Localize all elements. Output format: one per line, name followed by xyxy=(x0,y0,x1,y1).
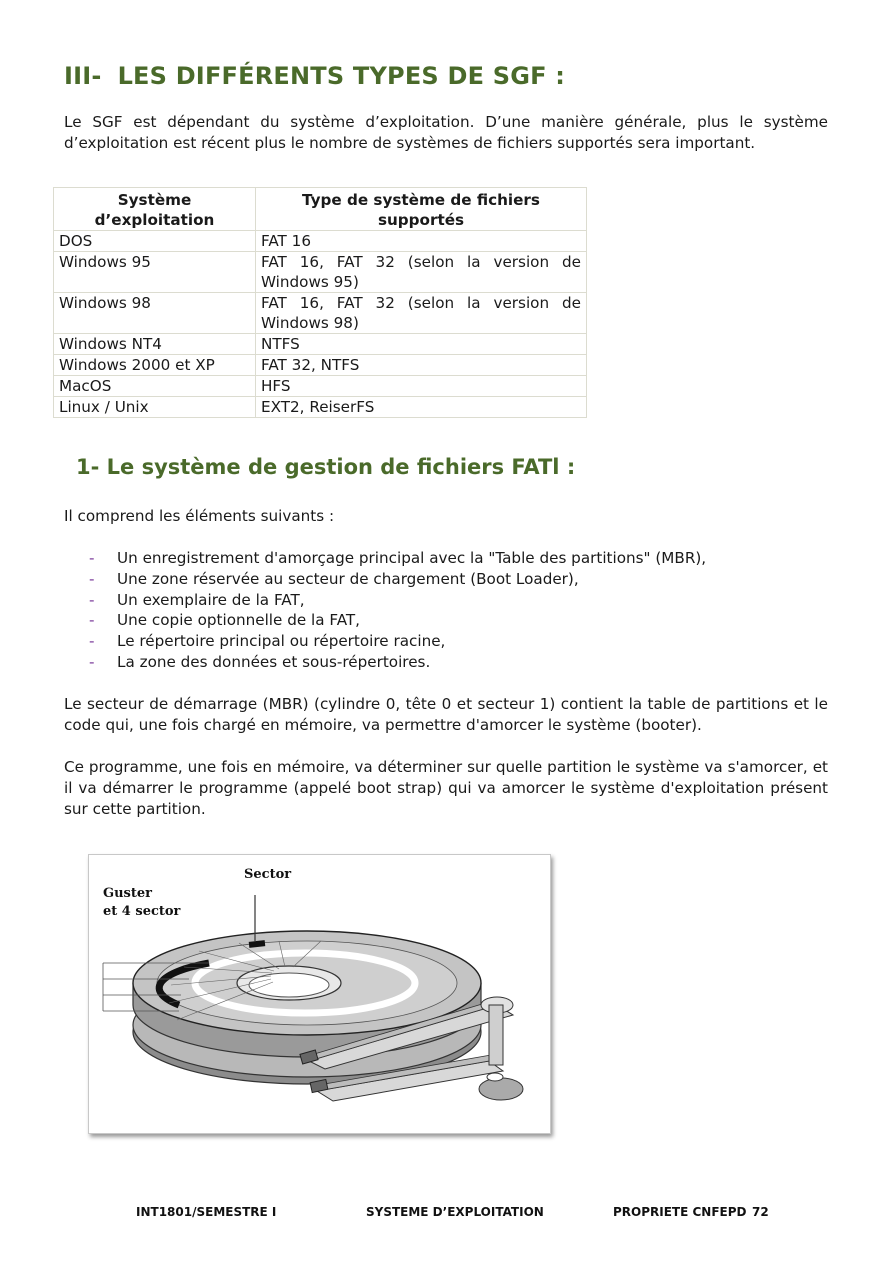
figure-label-cluster-line2: et 4 sector xyxy=(103,904,181,919)
table-row xyxy=(54,397,587,418)
footer-course: INT1801/SEMESTRE I xyxy=(136,1205,277,1219)
cell-fs: NTFS xyxy=(256,334,587,355)
list-item-text: Un enregistrement d'amorçage principal avec la "Table des partitions" (MBR), xyxy=(117,549,707,567)
list-item xyxy=(64,652,706,673)
figure-label-cluster xyxy=(103,885,180,921)
footer-subject: SYSTEME D’EXPLOITATION xyxy=(366,1205,544,1219)
table-header-row xyxy=(54,188,587,231)
figure-label-sector: Sector xyxy=(244,867,292,882)
bullet-dash: - xyxy=(89,590,95,609)
bullet-dash: - xyxy=(89,569,95,588)
list-item-text: Un exemplaire de la FAT, xyxy=(117,590,305,609)
subsection-heading: 1- Le système de gestion de fichiers FATl : xyxy=(76,455,576,479)
table-row xyxy=(54,355,587,376)
cell-os: DOS xyxy=(54,231,256,252)
bullet-dash: - xyxy=(89,652,95,671)
disk-figure xyxy=(88,854,551,1134)
cell-os: Windows 95 xyxy=(54,252,256,293)
list-item xyxy=(64,590,706,611)
bullet-dash: - xyxy=(89,632,95,651)
table-row xyxy=(54,252,587,293)
cell-os: MacOS xyxy=(54,376,256,397)
cell-os: Linux / Unix xyxy=(54,397,256,418)
footer-page-number: 72 xyxy=(752,1205,769,1219)
list-item-text: Une zone réservée au secteur de chargement (Boot Loader), xyxy=(117,569,579,588)
list-item-text: La zone des données et sous-répertoires. xyxy=(117,652,431,671)
section-heading xyxy=(64,62,565,90)
cell-os: Windows NT4 xyxy=(54,334,256,355)
mbr-paragraph: Le secteur de démarrage (MBR) (cylindre 0, tête 0 et secteur 1) contient la table de partitions et le code qui, une fois chargé en mémoire, va permettre d'amorcer le système (booter). xyxy=(64,695,828,734)
list-item xyxy=(64,569,706,590)
cell-fs: FAT 16, FAT 32 (selon la version de Windows 95) xyxy=(256,252,587,293)
cell-os: Windows 98 xyxy=(54,293,256,334)
list-item-text: Une copie optionnelle de la FAT, xyxy=(117,611,361,630)
cell-fs: FAT 16, FAT 32 (selon la version de Windows 98) xyxy=(256,293,587,334)
header-os: Système d’exploitation xyxy=(54,188,256,231)
fat-elements-list xyxy=(64,548,706,673)
list-item xyxy=(64,548,706,569)
list-intro: Il comprend les éléments suivants : xyxy=(64,507,335,525)
footer-owner: PROPRIETE CNFEPD xyxy=(613,1205,747,1219)
list-item xyxy=(64,610,706,631)
os-filesystem-table xyxy=(53,187,587,418)
list-item-text: Le répertoire principal ou répertoire racine, xyxy=(117,632,446,651)
table-row xyxy=(54,376,587,397)
bullet-dash: - xyxy=(89,611,95,630)
list-item xyxy=(64,631,706,652)
cell-fs: FAT 32, NTFS xyxy=(256,355,587,376)
header-fs: Type de système de fichiers supportés xyxy=(256,188,587,231)
cell-fs: FAT 16 xyxy=(256,231,587,252)
cell-fs: HFS xyxy=(256,376,587,397)
section-title: LES DIFFÉRENTS TYPES DE SGF : xyxy=(117,62,566,90)
cell-fs: EXT2, ReiserFS xyxy=(256,397,587,418)
table-row xyxy=(54,334,587,355)
program-paragraph: Ce programme, une fois en mémoire, va déterminer sur quelle partition le système va s'amorcer, et il va démarrer le programme (appelé boot strap) qui va amorcer le système d'exploitation présent sur cette partition. xyxy=(64,758,828,818)
section-number: III- xyxy=(64,62,102,90)
table-row xyxy=(54,293,587,334)
cell-os: Windows 2000 et XP xyxy=(54,355,256,376)
table-row xyxy=(54,231,587,252)
intro-paragraph: Le SGF est dépendant du système d’exploitation. D’une manière générale, plus le système d’exploitation est récent plus le nombre de systèmes de fichiers supportés sera important. xyxy=(64,113,828,152)
bullet-dash: - xyxy=(89,549,95,567)
figure-label-cluster-line1: Guster xyxy=(103,886,152,901)
